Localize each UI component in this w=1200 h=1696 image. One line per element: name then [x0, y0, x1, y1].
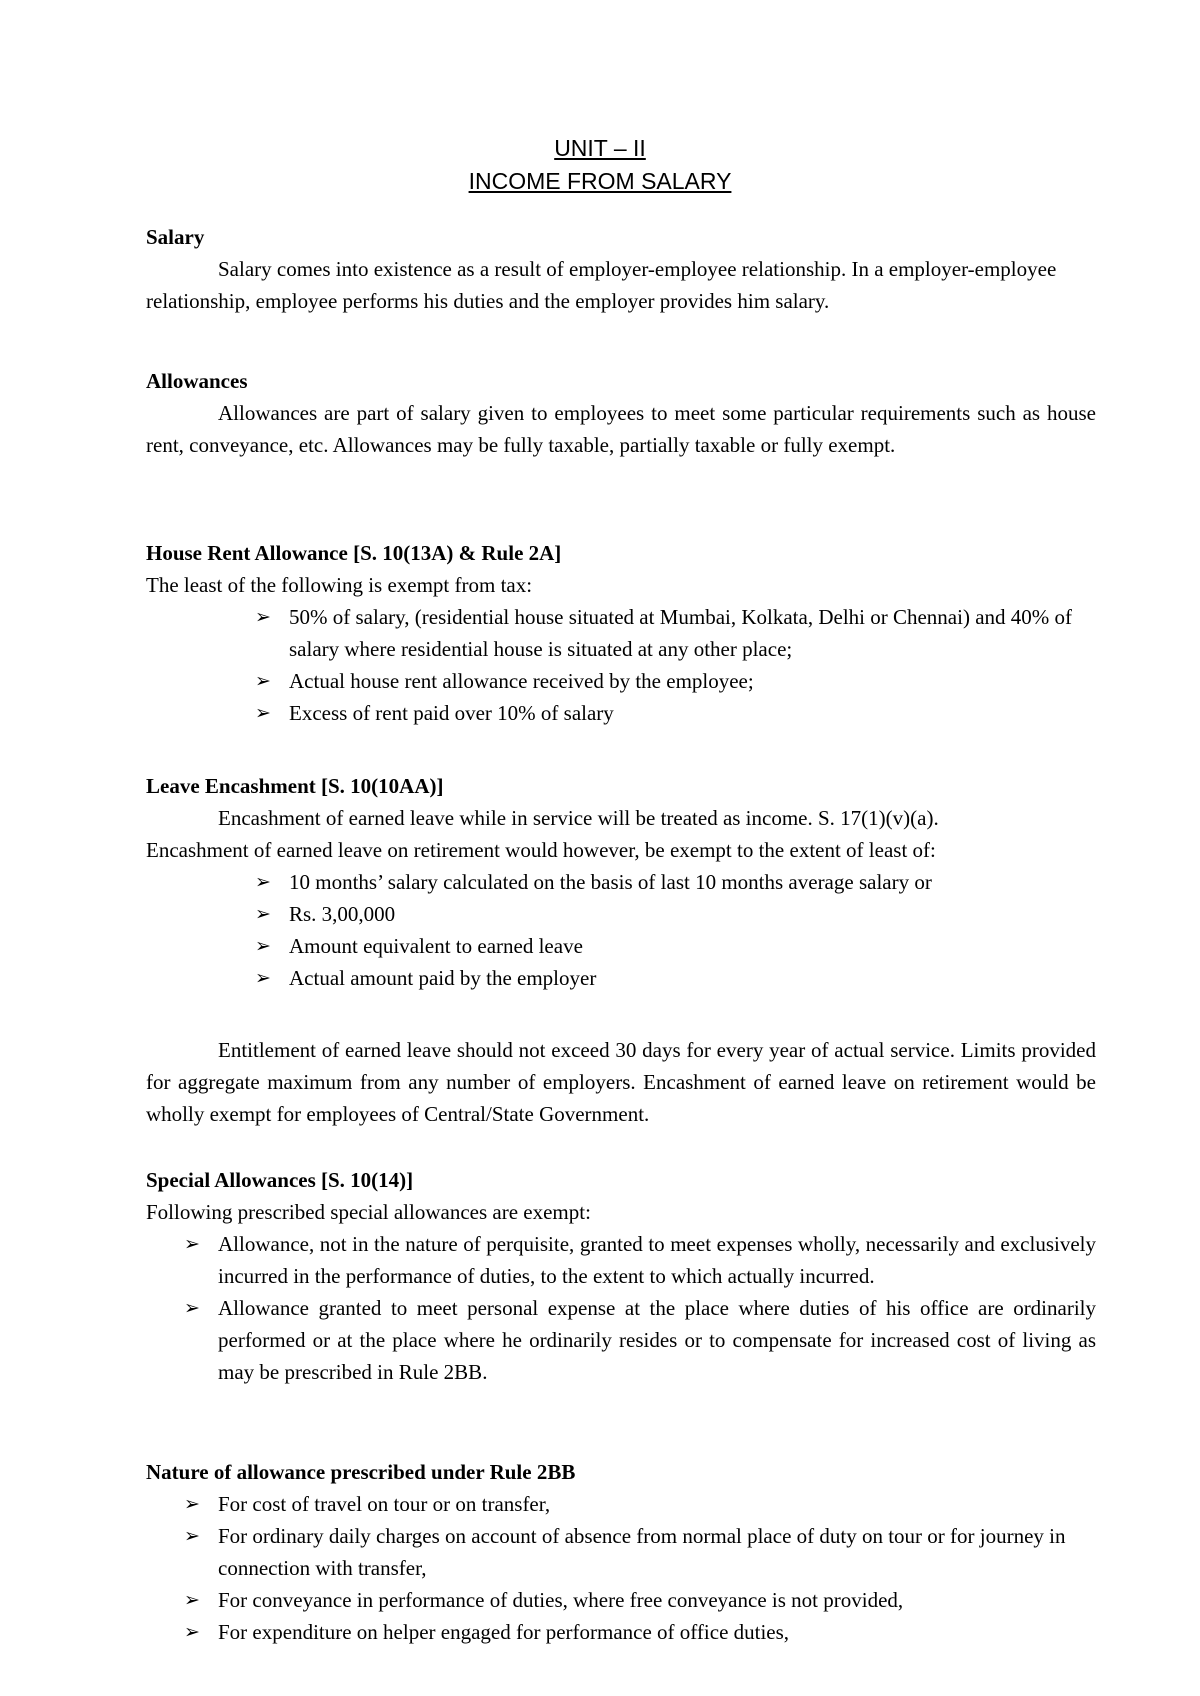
leave-heading: Leave Encashment [S. 10(10AA)] [146, 774, 444, 798]
arrowhead-bullet-icon: ➢ [255, 903, 271, 925]
rule2bb-section [146, 1456, 1096, 1648]
salary-section [146, 221, 1096, 317]
arrowhead-bullet-icon: ➢ [255, 935, 271, 957]
allowances-heading: Allowances [146, 369, 248, 393]
leave-note-section [146, 1034, 1096, 1130]
hra-section [146, 537, 1096, 729]
special-intro: Following prescribed special allowances are exempt: [146, 1200, 591, 1224]
list-item: ➢ Actual amount paid by the employer [289, 962, 1096, 994]
allowances-text: Allowances are part of salary given to employees to meet some particular requirements such as house rent, conveyance, etc. Allowances may be fully taxable, partially taxable or fully exempt. [146, 401, 1096, 457]
list-item: ➢ For expenditure on helper engaged for performance of office duties, [218, 1616, 1096, 1648]
salary-text: Salary comes into existence as a result of employer-employee relationship. In a employer-employee relationship, employee performs his duties and the employer provides him salary. [146, 257, 1057, 313]
hra-intro: The least of the following is exempt from tax: [146, 573, 533, 597]
salary-heading: Salary [146, 225, 205, 249]
arrowhead-bullet-icon: ➢ [184, 1493, 200, 1515]
list-item: ➢ Allowance, not in the nature of perquisite, granted to meet expenses wholly, necessarily and exclusively incurred in the performance of duties, to the extent to which actually incurred. [218, 1228, 1096, 1292]
arrowhead-bullet-icon: ➢ [184, 1297, 200, 1319]
list-item: ➢ Allowance granted to meet personal expense at the place where duties of his office are ordinarily performed or at the place where he ordinarily resides or to compensate for increased cost of living as may be prescribed in Rule 2BB. [218, 1292, 1096, 1388]
rule2bb-list [184, 1488, 1096, 1648]
arrowhead-bullet-icon: ➢ [184, 1525, 200, 1547]
leave-note: Entitlement of earned leave should not exceed 30 days for every year of actual service. Limits provided for aggregate maximum from any number of employers. Encashment of earned leave on retirement would be wholly exempt for employees of Central/State Government. [146, 1038, 1096, 1126]
special-list [184, 1228, 1096, 1388]
leave-section [146, 770, 1096, 994]
allowances-section [146, 365, 1096, 461]
list-item: ➢ For conveyance in performance of duties, where free conveyance is not provided, [218, 1584, 1096, 1616]
list-item: ➢ Rs. 3,00,000 [289, 898, 1096, 930]
list-item: ➢ 50% of salary, (residential house situated at Mumbai, Kolkata, Delhi or Chennai) and 40% of salary where residential house is situated at any other place; [289, 601, 1096, 665]
list-item: ➢ For ordinary daily charges on account of absence from normal place of duty on tour or for journey in connection with transfer, [218, 1520, 1096, 1584]
arrowhead-bullet-icon: ➢ [255, 702, 271, 724]
list-item: ➢ For cost of travel on tour or on transfer, [218, 1488, 1096, 1520]
leave-line-2: Encashment of earned leave on retirement would however, be exempt to the extent of least of: [146, 838, 936, 862]
arrowhead-bullet-icon: ➢ [184, 1233, 200, 1255]
special-section [146, 1164, 1096, 1388]
hra-heading: House Rent Allowance [S. 10(13A) & Rule 2A] [146, 541, 562, 565]
rule2bb-heading: Nature of allowance prescribed under Rule 2BB [146, 1460, 576, 1484]
list-item: ➢ Excess of rent paid over 10% of salary [289, 697, 1096, 729]
list-item: ➢ 10 months’ salary calculated on the basis of last 10 months average salary or [289, 866, 1096, 898]
arrowhead-bullet-icon: ➢ [184, 1621, 200, 1643]
arrowhead-bullet-icon: ➢ [255, 606, 271, 628]
list-item: ➢ Amount equivalent to earned leave [289, 930, 1096, 962]
arrowhead-bullet-icon: ➢ [255, 871, 271, 893]
page-title: INCOME FROM SALARY [468, 168, 732, 194]
arrowhead-bullet-icon: ➢ [255, 967, 271, 989]
arrowhead-bullet-icon: ➢ [184, 1589, 200, 1611]
list-item: ➢ Actual house rent allowance received by the employee; [289, 665, 1096, 697]
leave-line-1: Encashment of earned leave while in service will be treated as income. S. 17(1)(v)(a). [218, 806, 939, 830]
arrowhead-bullet-icon: ➢ [255, 670, 271, 692]
special-heading: Special Allowances [S. 10(14)] [146, 1168, 414, 1192]
leave-list [255, 866, 1096, 994]
unit-title: UNIT – II [554, 135, 646, 161]
hra-list [255, 601, 1096, 729]
